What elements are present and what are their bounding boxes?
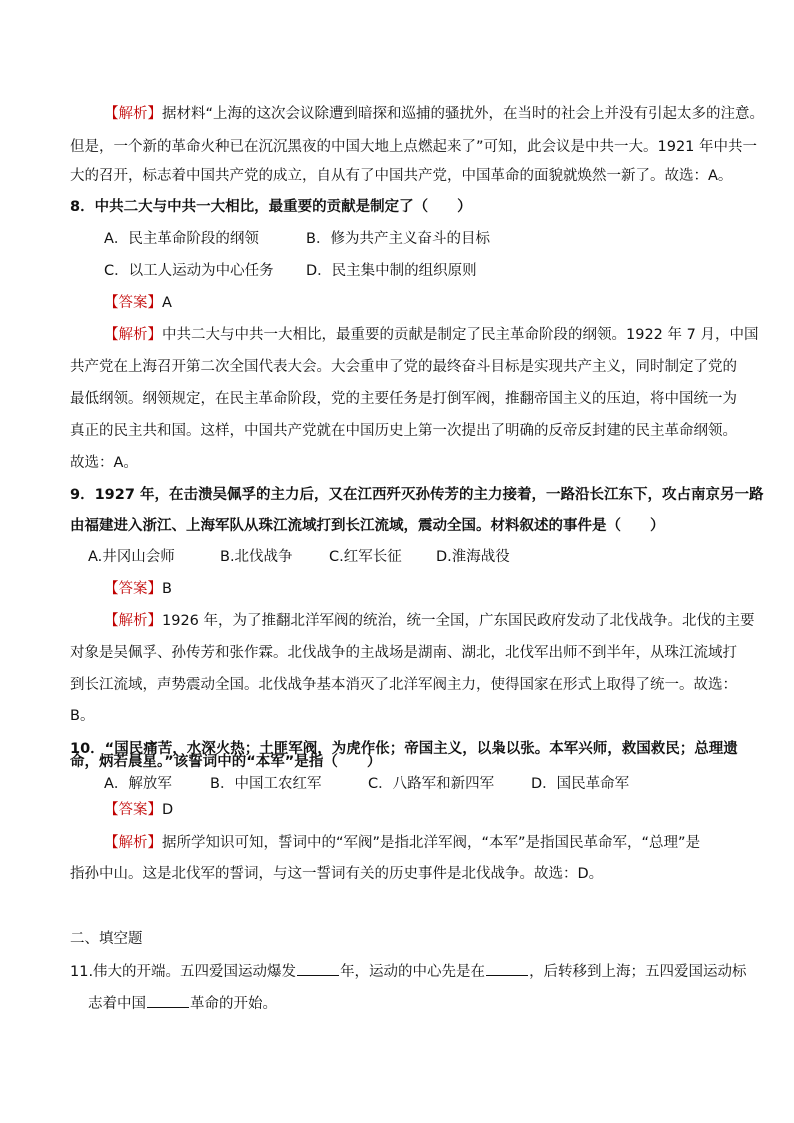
answer-tag: 【答案】	[104, 802, 162, 818]
fill-blank-2[interactable]	[486, 961, 528, 976]
analysis-text: 据所学知识可知，誓词中的“军阀”是指北洋军阀，“本军”是指国民革命军，“总理”是	[162, 835, 701, 851]
fill-blank-3[interactable]	[147, 993, 189, 1008]
q9-option-d: D.淮海战役	[436, 549, 510, 565]
q10-analysis-line-2: 指孙中山。这是北伐军的誓词，与这一誓词有关的历史事件是北伐战争。故选：D。	[70, 866, 604, 882]
q7-analysis-line-3: 大的召开，标志着中国共产党的成立，自从有了中国共产党，中国革命的面貌就焕然一新了。故选：A。	[70, 168, 733, 184]
q8-analysis-line-3: 最低纲领。纲领规定，在民主革命阶段，党的主要任务是打倒军阀，推翻帝国主义的压迫，将中国统一为	[70, 391, 737, 407]
q9-option-b: B.北伐战争	[220, 549, 293, 565]
q11-line-2	[88, 993, 277, 1014]
q11-text-1: 11.伟大的开端。五四爱国运动爆发	[70, 964, 297, 980]
q9-analysis-line-1	[104, 611, 755, 631]
q9-analysis-line-3: 到长江流域，声势震动全国。北伐战争基本消灭了北洋军阀主力，使得国家在形式上取得了统一。故选：	[70, 677, 737, 693]
q11-text-5: 革命的开始。	[190, 996, 277, 1012]
q9-analysis-line-4: B。	[70, 708, 95, 724]
analysis-text: 1926 年，为了推翻北洋军阀的统治，统一全国，广东国民政府发动了北伐战争。北伐的主要	[162, 613, 755, 629]
q9-option-c: C.红军长征	[329, 549, 402, 565]
q10-option-c: C．八路军和新四军	[368, 776, 495, 792]
analysis-text: 据材料“上海的这次会议除遭到暗探和巡捕的骚扰外，在当时的社会上并没有引起太多的注意。	[162, 106, 765, 122]
answer-tag: 【答案】	[104, 581, 162, 597]
q10-answer	[104, 800, 173, 820]
q8-answer	[104, 293, 172, 313]
analysis-tag: 【解析】	[104, 106, 162, 122]
fill-blank-1[interactable]	[297, 961, 339, 976]
answer-value: B	[162, 581, 172, 597]
q8-option-a: A．民主革命阶段的纲领	[104, 231, 259, 247]
q8-option-d: D．民主集中制的组织原则	[306, 263, 477, 279]
section-title: 二、填空题	[70, 931, 143, 947]
q11-line-1	[70, 961, 747, 982]
q10-question-line-1: 10．“国民痛苦，水深火热；土匪军阀，为虎作伥；帝国主义，以枭以张。本军兴师，救国救民；总理遗	[70, 741, 738, 757]
q8-analysis-line-1	[104, 325, 758, 345]
q11-text-4: 志着中国	[88, 996, 146, 1012]
q8-analysis-line-4: 真正的民主共和国。这样，中国共产党就在中国历史上第一次提出了明确的反帝反封建的民主革命纲领。	[70, 423, 737, 439]
q7-analysis-line-1	[104, 104, 764, 124]
q8-analysis-line-2: 共产党在上海召开第二次全国代表大会。大会重申了党的最终奋斗目标是实现共产主义，同时制定了党的	[70, 359, 737, 375]
q10-option-b: B．中国工农红军	[210, 776, 322, 792]
q8-question: 8．中共二大与中共一大相比，最重要的贡献是制定了（ ）	[70, 199, 472, 215]
q10-analysis-line-1	[104, 833, 700, 853]
q10-option-a: A．解放军	[104, 776, 172, 792]
analysis-text: 中共二大与中共一大相比，最重要的贡献是制定了民主革命阶段的纲领。1922 年 7 月，中国	[162, 327, 759, 343]
analysis-tag: 【解析】	[104, 327, 162, 343]
q11-text-3: ，后转移到上海；五四爱国运动标	[529, 964, 747, 980]
q9-option-a: A.井冈山会师	[88, 549, 175, 565]
q7-analysis-line-2: 但是，一个新的革命火种已在沉沉黑夜的中国大地上点燃起来了”可知，此会议是中共一大。1921 年中共一	[70, 139, 758, 155]
q10-question-line-2: 命，炳若晨星。”该誓词中的“本军”是指（ ）	[70, 754, 382, 770]
q10-option-d: D．国民革命军	[531, 776, 630, 792]
q9-question-line-1: 9．1927 年，在击溃吴佩孚的主力后，又在江西歼灭孙传芳的主力接着，一路沿长江东下，攻占南京另一路	[70, 487, 764, 503]
answer-tag: 【答案】	[104, 295, 162, 311]
analysis-tag: 【解析】	[104, 613, 162, 629]
q9-question-line-2: 由福建进入浙江、上海军队从珠江流域打到长江流域，震动全国。材料叙述的事件是（ ）	[70, 518, 665, 534]
q8-option-c: C．以工人运动为中心任务	[104, 263, 274, 279]
analysis-tag: 【解析】	[104, 835, 162, 851]
q8-analysis-line-5: 故选：A。	[70, 455, 138, 471]
q9-answer	[104, 579, 172, 599]
q11-text-2: 年，运动的中心先是在	[340, 964, 486, 980]
answer-value: D	[162, 802, 174, 818]
q8-option-b: B．修为共产主义奋斗的目标	[306, 231, 490, 247]
answer-value: A	[162, 295, 172, 311]
q9-analysis-line-2: 对象是吴佩孚、孙传芳和张作霖。北伐战争的主战场是湖南、湖北，北伐军出师不到半年，从珠江流域打	[70, 645, 737, 661]
